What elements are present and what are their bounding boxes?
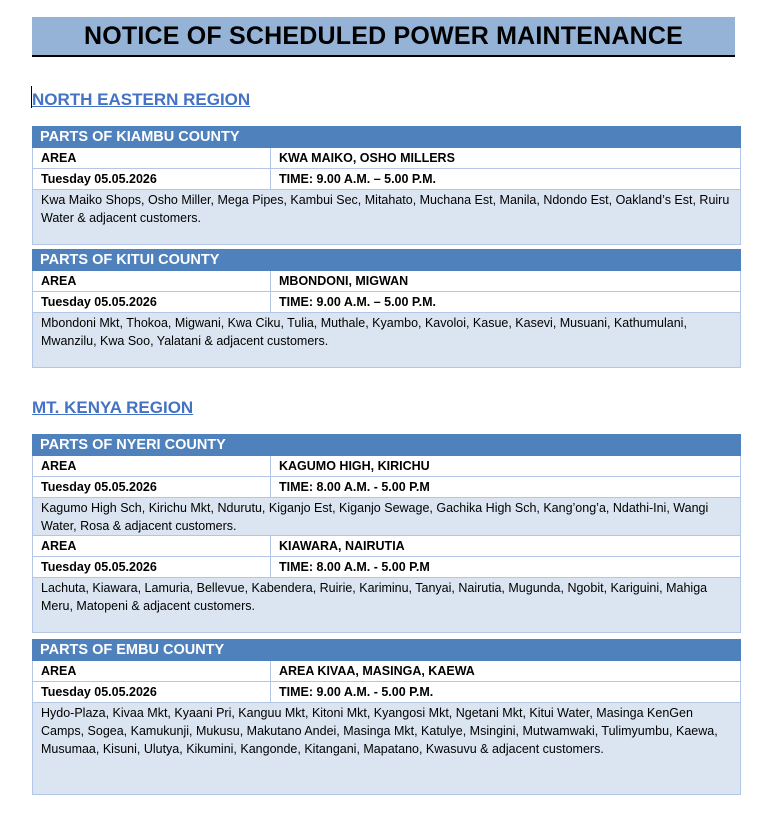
notice-title: NOTICE OF SCHEDULED POWER MAINTENANCE bbox=[32, 17, 735, 57]
area-row bbox=[32, 148, 741, 169]
date-value: Tuesday 05.05.2026 bbox=[33, 292, 271, 312]
affected-areas: Kwa Maiko Shops, Osho Miller, Mega Pipes, Kambui Sec, Mitahato, Muchana Est, Manila, Ndondo Est, Oakland’s Est, Ruiru Water & adjacent customers. bbox=[32, 190, 741, 245]
area-label: AREA bbox=[33, 456, 271, 476]
area-row bbox=[32, 536, 741, 557]
date-value: Tuesday 05.05.2026 bbox=[33, 557, 271, 577]
area-row bbox=[32, 271, 741, 292]
county-header: PARTS OF EMBU COUNTY bbox=[32, 639, 741, 661]
county-header: PARTS OF NYERI COUNTY bbox=[32, 434, 741, 456]
affected-areas: Lachuta, Kiawara, Lamuria, Bellevue, Kabendera, Ruirie, Kariminu, Tanyai, Nairutia, Mugunda, Ngobit, Kariguini, Mahiga Meru, Matopeni & adjacent customers. bbox=[32, 578, 741, 633]
area-value: AREA KIVAA, MASINGA, KAEWA bbox=[279, 664, 475, 678]
date-value: Tuesday 05.05.2026 bbox=[33, 477, 271, 497]
date-value: Tuesday 05.05.2026 bbox=[33, 169, 271, 189]
county-block-nyeri bbox=[32, 434, 741, 633]
affected-areas: Kagumo High Sch, Kirichu Mkt, Ndurutu, Kiganjo Est, Kiganjo Sewage, Gachika High Sch, Kang’ong’a, Ndathi-Ini, Wangi Water, Rosa & adjacent customers. bbox=[32, 498, 741, 536]
area-value: KIAWARA, NAIRUTIA bbox=[279, 539, 405, 553]
time-value: TIME: 8.00 A.M. - 5.00 P.M bbox=[279, 480, 430, 494]
area-label: AREA bbox=[33, 148, 271, 168]
affected-areas: Hydo-Plaza, Kivaa Mkt, Kyaani Pri, Kanguu Mkt, Kitoni Mkt, Kyangosi Mkt, Ngetani Mkt, Kitui Water, Masinga KenGen Camps, Sogea, Kamukunji, Mukusu, Makutano Andei, Masinga Mkt, Katulye, Msingini, Mutwamwaki, Tulimyumbu, Kaewa, Musumaa, Kisuni, Ulutya, Kikumini, Kangonde, Kitangani, Mapatano, Kwasuvu & adjacent customers. bbox=[32, 703, 741, 795]
date-row bbox=[32, 682, 741, 703]
county-block-kiambu bbox=[32, 126, 741, 245]
date-row bbox=[32, 557, 741, 578]
area-label: AREA bbox=[33, 661, 271, 681]
area-label: AREA bbox=[33, 271, 271, 291]
area-value: KWA MAIKO, OSHO MILLERS bbox=[279, 151, 455, 165]
time-value: TIME: 9.00 A.M. – 5.00 P.M. bbox=[279, 295, 437, 309]
county-header: PARTS OF KIAMBU COUNTY bbox=[32, 126, 741, 148]
date-value: Tuesday 05.05.2026 bbox=[33, 682, 271, 702]
date-row bbox=[32, 292, 741, 313]
time-value: TIME: 8.00 A.M. - 5.00 P.M bbox=[279, 560, 430, 574]
county-block-kitui bbox=[32, 249, 741, 368]
area-row bbox=[32, 456, 741, 477]
time-value: TIME: 9.00 A.M. – 5.00 P.M. bbox=[279, 172, 437, 186]
date-row bbox=[32, 477, 741, 498]
date-row bbox=[32, 169, 741, 190]
region-heading-mt-kenya: MT. KENYA REGION bbox=[32, 398, 194, 417]
area-row bbox=[32, 661, 741, 682]
affected-areas: Mbondoni Mkt, Thokoa, Migwani, Kwa Ciku, Tulia, Muthale, Kyambo, Kavoloi, Kasue, Kasevi, Musuani, Kathumulani, Mwanzilu, Kwa Soo, Yalatani & adjacent customers. bbox=[32, 313, 741, 368]
region-heading-north-eastern: NORTH EASTERN REGION bbox=[32, 90, 251, 109]
county-block-embu bbox=[32, 639, 741, 795]
county-header: PARTS OF KITUI COUNTY bbox=[32, 249, 741, 271]
area-value: KAGUMO HIGH, KIRICHU bbox=[279, 459, 430, 473]
area-value: MBONDONI, MIGWAN bbox=[279, 274, 409, 288]
time-value: TIME: 9.00 A.M. - 5.00 P.M. bbox=[279, 685, 434, 699]
area-label: AREA bbox=[33, 536, 271, 556]
